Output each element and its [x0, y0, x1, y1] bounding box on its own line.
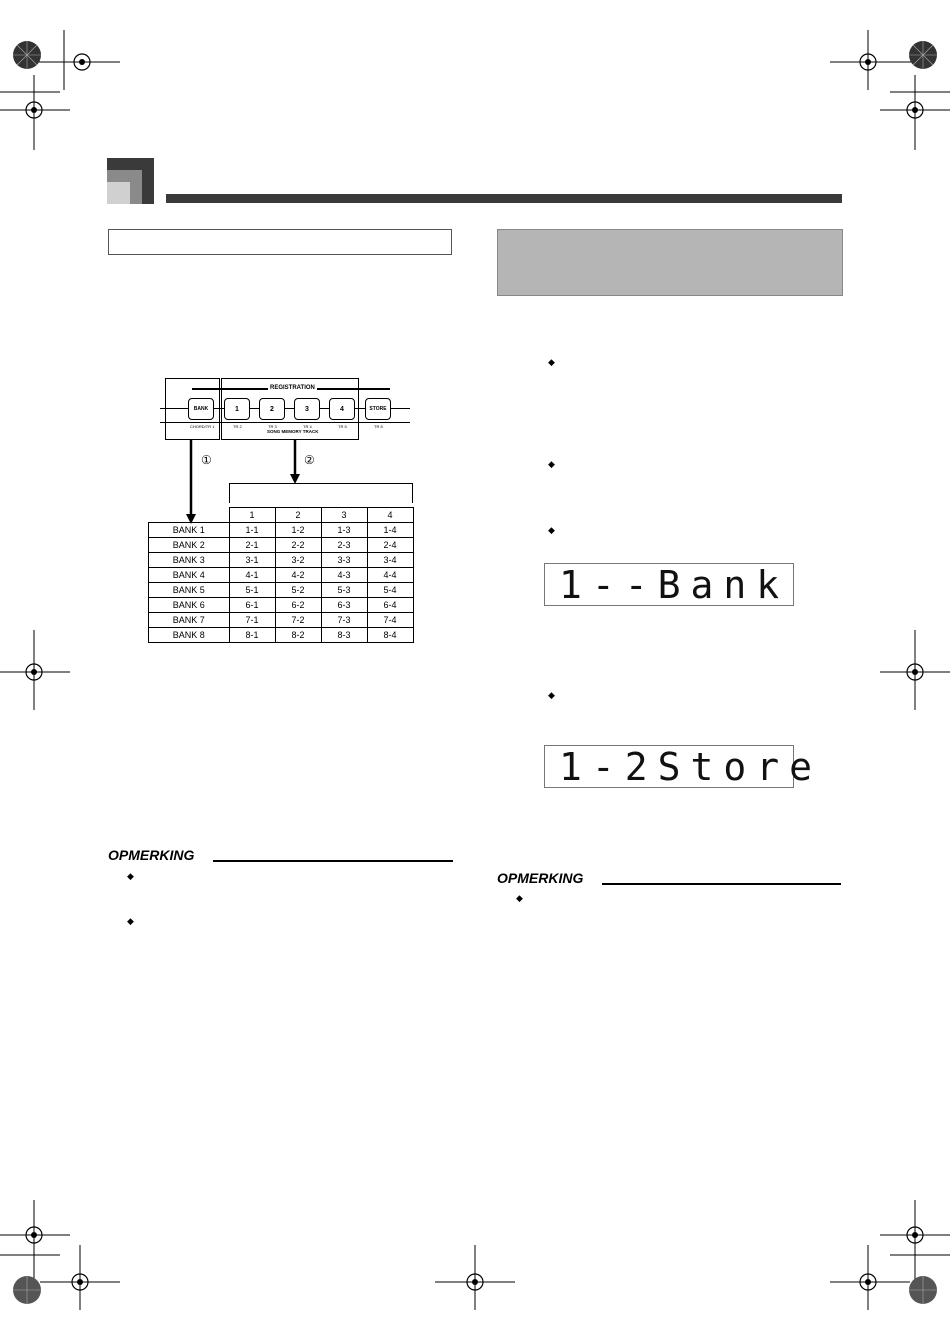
- arrow-marker-2: ②: [304, 453, 315, 467]
- note-rule-right: [602, 883, 841, 885]
- bank-label: BANK 3: [149, 553, 230, 568]
- bank-table-header-box: [229, 483, 413, 503]
- bank-label: BANK 8: [149, 628, 230, 643]
- table-cell: 1-4: [367, 523, 413, 538]
- lcd-text: 1--Bank: [559, 563, 790, 607]
- sublabel-tr2: TR 2: [233, 424, 242, 429]
- table-cell: 5-4: [367, 583, 413, 598]
- column-header: 1: [229, 508, 275, 523]
- table-cell: 7-1: [229, 613, 275, 628]
- table-row: [149, 553, 414, 568]
- bank-label: BANK 5: [149, 583, 230, 598]
- table-cell: 1-3: [321, 523, 367, 538]
- table-cell: 2-4: [367, 538, 413, 553]
- table-row: [149, 568, 414, 583]
- note-heading-left: OPMERKING: [108, 847, 195, 863]
- registration-label: REGISTRATION: [270, 385, 315, 391]
- table-row: [149, 583, 414, 598]
- bank-label: BANK 7: [149, 613, 230, 628]
- table-cell: 6-2: [275, 598, 321, 613]
- table-cell: 8-3: [321, 628, 367, 643]
- bullet-icon: ◆: [548, 525, 555, 535]
- table-cell: 3-1: [229, 553, 275, 568]
- lcd-text: 1-2Store: [559, 745, 823, 789]
- table-cell: 7-2: [275, 613, 321, 628]
- registration-button-1[interactable]: 1: [224, 398, 250, 420]
- bank-label: BANK 1: [149, 523, 230, 538]
- table-cell: 8-4: [367, 628, 413, 643]
- table-row: [149, 613, 414, 628]
- table-row: [149, 628, 414, 643]
- column-header: 4: [367, 508, 413, 523]
- song-memory-track-label: SONG MEMORY TRACK: [267, 429, 319, 434]
- table-row: [149, 598, 414, 613]
- arrow-marker-1: ①: [201, 453, 212, 467]
- table-cell: 2-3: [321, 538, 367, 553]
- registration-button-2[interactable]: 2: [259, 398, 285, 420]
- bank-table: [148, 507, 414, 643]
- bank-label: BANK 2: [149, 538, 230, 553]
- table-cell: 5-1: [229, 583, 275, 598]
- table-cell: 2-1: [229, 538, 275, 553]
- column-header: 3: [321, 508, 367, 523]
- table-cell: 3-2: [275, 553, 321, 568]
- table-cell: 6-1: [229, 598, 275, 613]
- sublabel-tr4: TR 4: [303, 424, 312, 429]
- bank-label: BANK 6: [149, 598, 230, 613]
- bank-label: BANK 4: [149, 568, 230, 583]
- bullet-icon: ◆: [516, 893, 523, 903]
- table-cell: 6-3: [321, 598, 367, 613]
- bullet-icon: ◆: [127, 871, 134, 881]
- bullet-icon: ◆: [548, 690, 555, 700]
- lcd-display-bank: [544, 563, 794, 606]
- sublabel-tr3: TR 3: [268, 424, 277, 429]
- bullet-icon: ◆: [548, 459, 555, 469]
- bullet-icon: ◆: [127, 916, 134, 926]
- table-cell: 6-4: [367, 598, 413, 613]
- table-cell: 4-1: [229, 568, 275, 583]
- table-cell: 1-2: [275, 523, 321, 538]
- table-header-row: [149, 508, 414, 523]
- table-cell: 7-3: [321, 613, 367, 628]
- note-heading-right: OPMERKING: [497, 870, 584, 886]
- table-cell: 8-2: [275, 628, 321, 643]
- sublabel-chord-tr1: CHORD/TR 1: [190, 424, 215, 429]
- bank-button[interactable]: BANK: [188, 398, 214, 420]
- table-cell: 4-4: [367, 568, 413, 583]
- sublabel-tr5: TR 5: [338, 424, 347, 429]
- table-cell: 5-2: [275, 583, 321, 598]
- registration-button-4[interactable]: 4: [329, 398, 355, 420]
- table-cell: 3-3: [321, 553, 367, 568]
- table-cell: 4-2: [275, 568, 321, 583]
- table-cell: 8-1: [229, 628, 275, 643]
- store-button[interactable]: STORE: [365, 398, 391, 420]
- table-row: [149, 538, 414, 553]
- table-cell: 5-3: [321, 583, 367, 598]
- table-cell: 7-4: [367, 613, 413, 628]
- table-cell: 3-4: [367, 553, 413, 568]
- registration-button-3[interactable]: 3: [294, 398, 320, 420]
- table-cell: 1-1: [229, 523, 275, 538]
- table-cell: 2-2: [275, 538, 321, 553]
- note-rule-left: [213, 860, 453, 862]
- column-header: 2: [275, 508, 321, 523]
- bullet-icon: ◆: [548, 357, 555, 367]
- lcd-display-store: [544, 745, 823, 789]
- table-row: [149, 523, 414, 538]
- table-cell: 4-3: [321, 568, 367, 583]
- sublabel-tr6: TR 6: [374, 424, 383, 429]
